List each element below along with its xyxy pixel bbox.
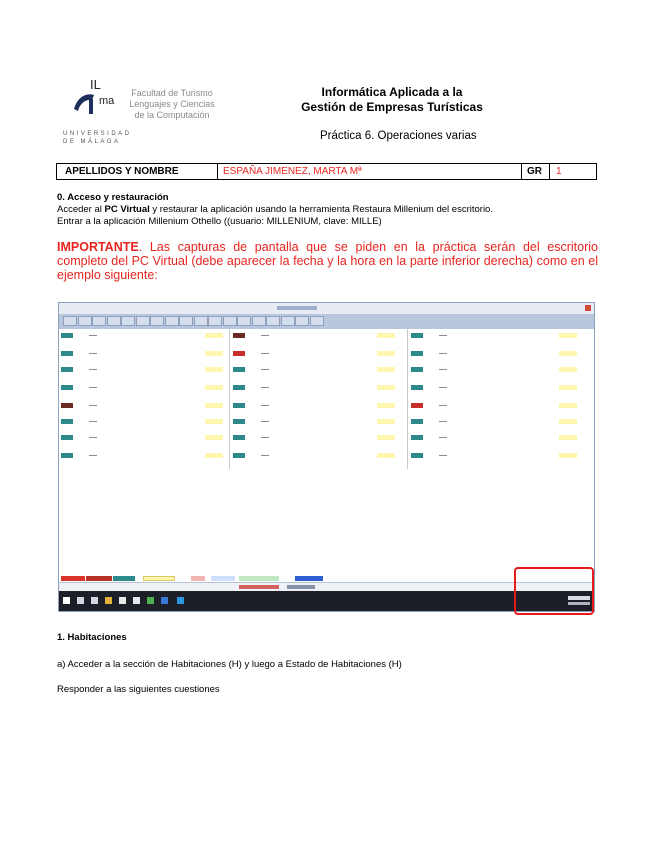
room-cell bbox=[409, 453, 579, 458]
example-screenshot bbox=[58, 302, 595, 612]
logo-university-text: UNIVERSIDAD DE MÁLAGA bbox=[63, 131, 132, 145]
room-number-badge bbox=[233, 367, 245, 372]
toolbar-button bbox=[165, 316, 179, 326]
toolbar-button bbox=[223, 316, 237, 326]
student-name-table bbox=[56, 163, 597, 180]
windows-start-icon bbox=[63, 597, 70, 604]
toolbar-button bbox=[310, 316, 324, 326]
toolbar-button bbox=[136, 316, 150, 326]
group-label: GR bbox=[527, 166, 542, 177]
room-number-badge bbox=[61, 435, 73, 440]
room-cell bbox=[59, 419, 229, 424]
room-cell bbox=[59, 351, 229, 356]
toolbar-button bbox=[237, 316, 251, 326]
course-title-line1: Informática Aplicada a la bbox=[321, 85, 463, 99]
room-cell bbox=[59, 367, 229, 372]
toolbar-button bbox=[295, 316, 309, 326]
room-number-badge bbox=[61, 419, 73, 424]
toolbar-button bbox=[107, 316, 121, 326]
room-number-badge bbox=[411, 453, 423, 458]
room-cell bbox=[409, 351, 579, 356]
room-number-badge bbox=[61, 403, 73, 408]
section1-item-a: a) Acceder a la sección de Habitaciones (H) y luego a Estado de Habitaciones (H) bbox=[57, 659, 402, 670]
clock-highlight-box bbox=[514, 567, 594, 615]
room-number-badge bbox=[411, 351, 423, 356]
room-number-badge bbox=[411, 385, 423, 390]
course-title-line2: Gestión de Empresas Turísticas bbox=[301, 100, 483, 114]
screenshot-toolbar bbox=[59, 314, 594, 329]
toolbar-button bbox=[92, 316, 106, 326]
room-number-badge bbox=[411, 367, 423, 372]
room-number-badge bbox=[233, 333, 245, 338]
room-cell bbox=[231, 419, 401, 424]
room-number-badge bbox=[233, 453, 245, 458]
room-cell bbox=[59, 333, 229, 338]
room-number-badge bbox=[233, 419, 245, 424]
room-cell bbox=[409, 333, 579, 338]
room-cell bbox=[231, 385, 401, 390]
room-cell bbox=[59, 403, 229, 408]
toolbar-button bbox=[252, 316, 266, 326]
room-cell bbox=[231, 351, 401, 356]
room-cell bbox=[231, 333, 401, 338]
room-grid bbox=[59, 329, 594, 575]
room-number-badge bbox=[411, 419, 423, 424]
room-cell bbox=[59, 453, 229, 458]
room-cell bbox=[409, 435, 579, 440]
name-label: APELLIDOS Y NOMBRE bbox=[65, 166, 179, 177]
faculty-logo bbox=[63, 77, 233, 157]
toolbar-button bbox=[150, 316, 164, 326]
room-number-badge bbox=[61, 351, 73, 356]
logo-swoosh-icon bbox=[72, 91, 96, 115]
logo-ma-text: ma bbox=[99, 95, 115, 107]
room-number-badge bbox=[61, 367, 73, 372]
room-cell bbox=[231, 367, 401, 372]
room-cell bbox=[409, 385, 579, 390]
toolbar-button bbox=[281, 316, 295, 326]
room-cell bbox=[231, 403, 401, 408]
room-cell bbox=[409, 419, 579, 424]
important-note: IMPORTANTE. Las capturas de pantalla que se piden en la práctica serán del escritorio completo del PC Virtual (debe aparecer la fecha y la hora en la parte inferior derecha) como en el ejemplo siguiente: bbox=[57, 240, 598, 282]
toolbar-button bbox=[179, 316, 193, 326]
room-number-badge bbox=[61, 453, 73, 458]
room-cell bbox=[59, 435, 229, 440]
toolbar-button bbox=[194, 316, 208, 326]
room-cell bbox=[409, 403, 579, 408]
section0-line2: Entrar a la aplicación Millenium Othello ((usuario: MILLENIUM, clave: MILLE) bbox=[57, 216, 382, 227]
room-number-badge bbox=[61, 385, 73, 390]
toolbar-button bbox=[78, 316, 92, 326]
room-cell bbox=[231, 435, 401, 440]
practice-title: Práctica 6. Operaciones varias bbox=[320, 130, 477, 142]
logo-il-text: IL bbox=[90, 77, 101, 92]
room-number-badge bbox=[61, 333, 73, 338]
screenshot-titlebar bbox=[59, 303, 594, 314]
room-number-badge bbox=[411, 333, 423, 338]
room-cell bbox=[409, 367, 579, 372]
room-number-badge bbox=[411, 403, 423, 408]
section1-item-b: Responder a las siguientes cuestiones bbox=[57, 684, 220, 695]
room-cell bbox=[231, 453, 401, 458]
room-number-badge bbox=[233, 385, 245, 390]
toolbar-button bbox=[63, 316, 77, 326]
name-value: ESPAÑA JIMENEZ, MARTA Mª bbox=[223, 166, 362, 177]
toolbar-button bbox=[266, 316, 280, 326]
room-number-badge bbox=[233, 403, 245, 408]
room-number-badge bbox=[411, 435, 423, 440]
group-value: 1 bbox=[556, 166, 562, 177]
room-cell bbox=[59, 385, 229, 390]
room-number-badge bbox=[233, 351, 245, 356]
section1-heading: 1. Habitaciones bbox=[57, 632, 127, 643]
room-number-badge bbox=[233, 435, 245, 440]
section0-line1: Acceder al PC Virtual y restaurar la aplicación usando la herramienta Restaura Millenium del escritorio. bbox=[57, 204, 493, 215]
toolbar-button bbox=[208, 316, 222, 326]
logo-faculty-text: Facultad de Turismo Lenguajes y Ciencias de la Computación bbox=[129, 88, 215, 120]
toolbar-button bbox=[121, 316, 135, 326]
section0-heading: 0. Acceso y restauración bbox=[57, 192, 169, 203]
